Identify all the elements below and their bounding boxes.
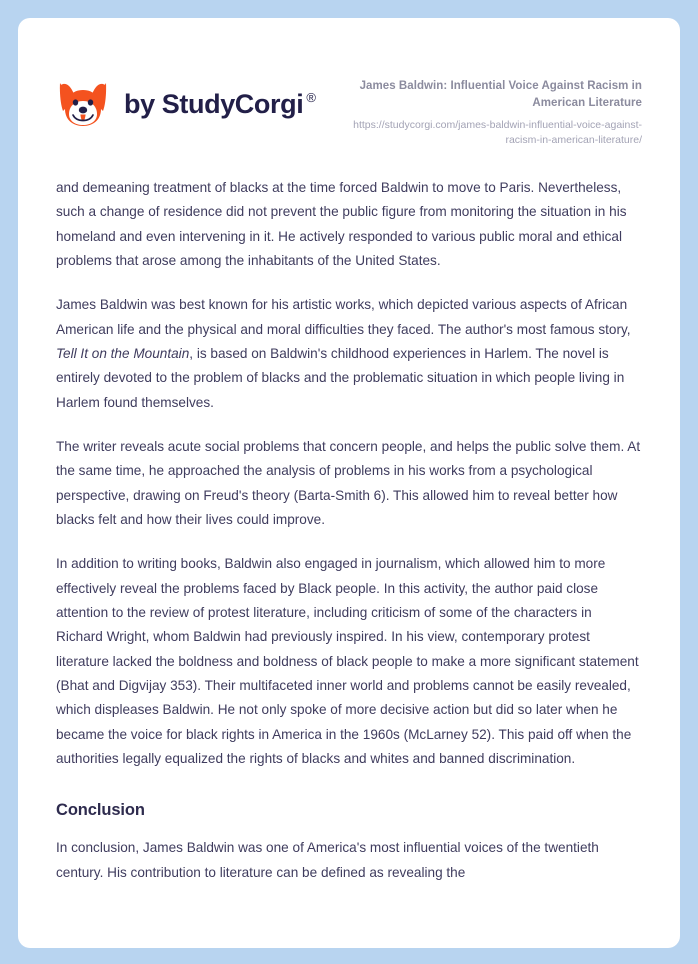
document-meta: [322, 70, 642, 148]
registered-trademark-icon: ®: [306, 89, 316, 105]
brand-name-text: by StudyCorgi: [124, 88, 304, 119]
corgi-head-icon: [56, 80, 110, 128]
conclusion-heading: Conclusion: [56, 801, 145, 820]
paragraph-1: and demeaning treatment of blacks at the time forced Baldwin to move to Paris. Nevertheless, such a change of residence did not prevent the public figure from monitoring the situation in his homeland and even intervening in it. He actively responded to various public moral and ethical problems that arose among the inhabitants of the United States.: [56, 180, 627, 269]
document-header: [18, 18, 680, 148]
document-source-url: https://studycorgi.com/james-baldwin-influential-voice-against-racism-in-american-literature/: [353, 119, 642, 147]
document-page-card: [18, 18, 680, 948]
paragraph-5: In conclusion, James Baldwin was one of America's most influential voices of the twentieth century. His contribution to literature can be defined as revealing the: [56, 840, 599, 880]
document-body: [18, 176, 680, 885]
book-title-emphasis: Tell It on the Mountain: [56, 346, 190, 362]
document-title: James Baldwin: Influential Voice Against Racism in American Literature: [359, 80, 642, 109]
paragraph-2-text-before: James Baldwin was best known for his artistic works, which depicted various aspects of African American life and the physical and moral difficulties they faced. The author's most famous story,: [56, 297, 631, 337]
brand-wordmark: [124, 89, 316, 120]
paragraph-4: In addition to writing books, Baldwin also engaged in journalism, which allowed him to more effectively reveal the problems faced by Black people. In this activity, the author paid close attention to the review of protest literature, including criticism of some of the characters in Richard Wright, whom Baldwin had previously inspired. In his view, contemporary protest literature lacked the boldness and boldness of black people to make a more significant statement (Bhat and Digvijay 353). Their multifaceted inner world and problems cannot be easily revealed, which displeases Baldwin. He not only spoke of more decisive action but did so later when he became the voice for black rights in America in the 1960s (McLarney 52). This paid off when the authorities legally equalized the rights of blacks and whites and banned discrimination.: [56, 556, 639, 767]
paragraph-2: [56, 293, 642, 415]
studycorgi-brand: [56, 70, 316, 128]
paragraph-2-text-after: , is based on Baldwin's childhood experiences in Harlem. The novel is entirely devoted to the problem of blacks and the problematic situation in which people living in Harlem found themselves.: [56, 346, 625, 410]
paragraph-3: The writer reveals acute social problems that concern people, and helps the public solve them. At the same time, he approached the analysis of problems in his works from a psychological perspective, drawing on Freud's theory (Barta-Smith 6). This allowed him to reveal better how blacks felt and how their lives could improve.: [56, 439, 641, 528]
